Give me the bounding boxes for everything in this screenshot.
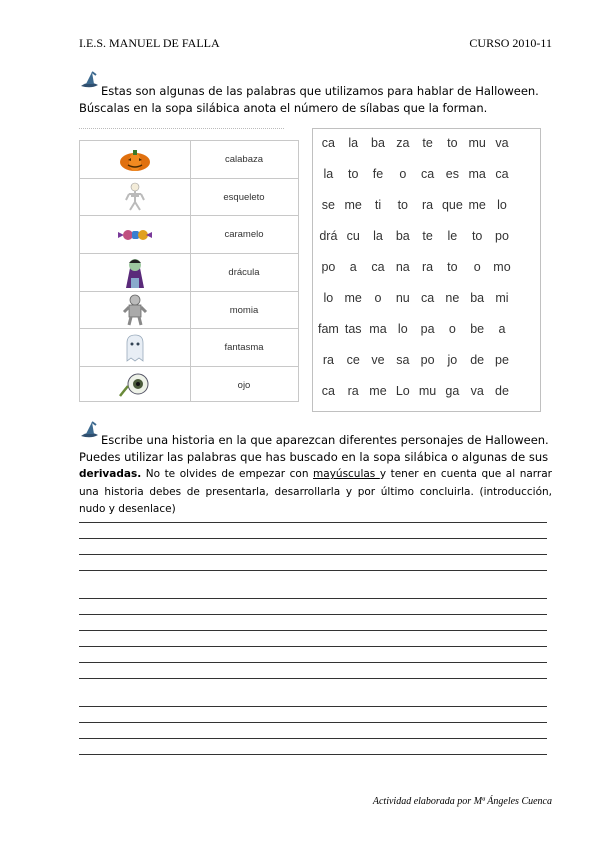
syllable-cell[interactable]: a [349, 260, 357, 274]
instructions-2 [79, 432, 552, 518]
syllable-cell[interactable]: la [348, 136, 359, 150]
syllable-cell[interactable]: to [471, 229, 483, 243]
pumpkin-icon [118, 148, 152, 172]
syllable-cell[interactable]: ra [422, 260, 434, 274]
syllable-cell[interactable]: cu [346, 229, 360, 243]
syllable-cell[interactable]: ga [445, 384, 460, 398]
word-label: drácula [228, 267, 260, 278]
syllable-cell[interactable]: na [395, 260, 410, 274]
grid-row [316, 167, 539, 198]
syllable-cell[interactable]: pe [495, 353, 509, 367]
eye-icon [118, 372, 152, 398]
syllable-cell[interactable]: me [369, 384, 387, 398]
table-row [80, 291, 298, 328]
grid-row [316, 291, 539, 322]
word-label: caramelo [224, 229, 264, 240]
grid-row [316, 260, 539, 291]
syllable-cell[interactable]: drá [319, 229, 338, 243]
grid-row [316, 322, 539, 353]
table-row [80, 253, 298, 291]
syllable-cell[interactable]: es [445, 167, 459, 181]
word-label: fantasma [224, 342, 264, 353]
syllable-cell[interactable]: la [323, 167, 334, 181]
syllable-cell[interactable]: pa [420, 322, 435, 336]
syllable-cell[interactable]: ca [371, 260, 385, 274]
writing-line[interactable] [79, 598, 547, 599]
dracula-icon [122, 256, 148, 290]
syllable-cell[interactable]: Lo [395, 384, 410, 398]
writing-line[interactable] [79, 614, 547, 615]
syllable-cell[interactable]: sa [396, 353, 410, 367]
syllable-cell[interactable]: fe [372, 167, 384, 181]
syllable-soup-box [312, 128, 541, 412]
table-row [80, 215, 298, 253]
instructions-2-text-end: y tener en cuenta que al narrar una historia debes de presentarla, desarrollarla y por último concluirla. (introducción, nudo y desenlace) [79, 468, 553, 515]
syllable-cell[interactable]: ba [395, 229, 410, 243]
instructions-1-line2: Búscalas en la sopa silábica anota el número de sílabas que la forman. [79, 100, 488, 115]
syllable-cell[interactable]: ba [371, 136, 385, 150]
syllable-cell[interactable]: po [495, 229, 509, 243]
word-label: esqueleto [223, 191, 265, 203]
syllable-cell[interactable]: jo [447, 353, 458, 367]
syllable-cell[interactable]: ca [321, 136, 335, 150]
syllable-cell[interactable]: ca [420, 167, 435, 181]
syllable-cell[interactable]: mo [493, 260, 511, 274]
writing-line[interactable] [79, 570, 547, 571]
table-row [80, 328, 298, 366]
syllable-cell[interactable]: de [470, 353, 485, 367]
table-row [80, 178, 298, 215]
candy-icon [114, 223, 156, 247]
syllable-cell[interactable]: ca [420, 291, 435, 305]
syllable-cell[interactable]: to [447, 260, 458, 274]
writing-line[interactable] [79, 678, 547, 679]
syllable-cell[interactable]: o [448, 322, 456, 336]
syllable-cell[interactable]: lo [397, 322, 408, 336]
table-row [80, 141, 298, 178]
instructions-2-line1: Escribe una historia en la que aparezcan diferentes personajes de Halloween. [101, 433, 549, 447]
writing-line[interactable] [79, 554, 547, 555]
syllable-cell[interactable]: o [374, 291, 382, 305]
syllable-cell[interactable]: de [495, 384, 509, 398]
syllable-cell[interactable]: ra [422, 198, 434, 212]
derivadas-bold: derivadas. [79, 468, 142, 480]
writing-line[interactable] [79, 522, 547, 523]
syllable-cell[interactable]: lo [323, 291, 334, 305]
column-divider [190, 141, 191, 401]
syllable-cell[interactable]: ca [495, 167, 509, 181]
syllable-cell[interactable]: tas [344, 322, 362, 336]
syllable-cell[interactable]: mu [468, 136, 486, 150]
syllable-cell[interactable]: ve [371, 353, 385, 367]
writing-line[interactable] [79, 706, 547, 707]
grid-row [316, 229, 539, 260]
mummy-icon [122, 294, 148, 326]
instructions-2-line2: Puedes utilizar las palabras que has buscado en la sopa silábica o algunas de sus [79, 449, 549, 464]
footer-credit: Actividad elaborada por Mª Ángeles Cuenca [372, 796, 552, 807]
writing-line[interactable] [79, 754, 547, 755]
syllable-cell[interactable]: ti [374, 198, 382, 212]
writing-line[interactable] [79, 630, 547, 631]
syllable-cell[interactable]: ce [346, 353, 360, 367]
syllable-cell[interactable]: me [344, 198, 362, 212]
header-course: CURSO 2010-11 [469, 36, 552, 50]
syllable-cell[interactable]: to [397, 198, 408, 212]
syllable-cell[interactable]: za [396, 136, 410, 150]
syllable-grid [316, 136, 539, 415]
syllable-cell[interactable]: va [470, 384, 484, 398]
grid-row [316, 136, 539, 167]
halloween-words-table [79, 140, 299, 402]
ghost-icon [123, 333, 147, 363]
grid-row [316, 384, 539, 415]
syllable-cell[interactable]: be [470, 322, 485, 336]
word-label: ojo [237, 379, 251, 391]
syllable-cell[interactable]: a [498, 322, 506, 336]
syllable-cell[interactable]: va [495, 136, 509, 150]
grid-row [316, 353, 539, 384]
writing-line[interactable] [79, 738, 547, 739]
instructions-1 [79, 83, 552, 116]
writing-line[interactable] [79, 646, 547, 647]
syllable-cell[interactable]: te [422, 136, 433, 150]
syllable-cell[interactable]: ra [347, 384, 359, 398]
syllable-cell[interactable]: to [347, 167, 359, 181]
syllable-cell[interactable]: ca [321, 384, 335, 398]
table-top-rule [79, 128, 284, 129]
mayusculas-underline: mayúsculas [313, 468, 380, 480]
syllable-cell[interactable]: ba [470, 291, 485, 305]
word-label: momia [229, 304, 259, 316]
syllable-cell[interactable]: le [447, 229, 458, 243]
word-label: calabaza [224, 154, 264, 165]
syllable-cell[interactable]: to [447, 136, 458, 150]
syllable-cell[interactable]: la [373, 229, 383, 243]
syllable-cell[interactable]: me [468, 198, 486, 212]
syllable-cell[interactable]: ma [468, 167, 486, 181]
table-row [80, 366, 298, 403]
syllable-cell[interactable]: lo [497, 198, 507, 212]
syllable-cell[interactable]: se [321, 198, 335, 212]
header-school: I.E.S. MANUEL DE FALLA [79, 36, 220, 50]
syllable-cell[interactable]: ma [369, 322, 387, 336]
syllable-cell[interactable]: o [399, 167, 407, 181]
writing-line[interactable] [79, 662, 547, 663]
syllable-cell[interactable]: nu [395, 291, 410, 305]
writing-line[interactable] [79, 538, 547, 539]
syllable-cell[interactable]: fam [317, 322, 339, 336]
skeleton-icon [123, 182, 147, 212]
syllable-cell[interactable]: mi [495, 291, 509, 305]
syllable-cell[interactable]: me [344, 291, 362, 305]
writing-line[interactable] [79, 722, 547, 723]
syllable-cell[interactable]: po [420, 353, 435, 367]
instructions-1-line1: Estas son algunas de las palabras que utilizamos para hablar de Halloween. [101, 84, 539, 98]
syllable-cell[interactable]: po [321, 260, 336, 274]
syllable-cell[interactable]: o [473, 260, 481, 274]
syllable-cell[interactable]: mu [418, 384, 437, 398]
instructions-2-text: No te olvides de empezar con [141, 468, 314, 480]
syllable-cell[interactable]: que [441, 198, 463, 212]
syllable-cell[interactable]: ra [322, 353, 334, 367]
syllable-cell[interactable]: te [422, 229, 433, 243]
grid-row [316, 198, 539, 229]
syllable-cell[interactable]: ne [445, 291, 460, 305]
